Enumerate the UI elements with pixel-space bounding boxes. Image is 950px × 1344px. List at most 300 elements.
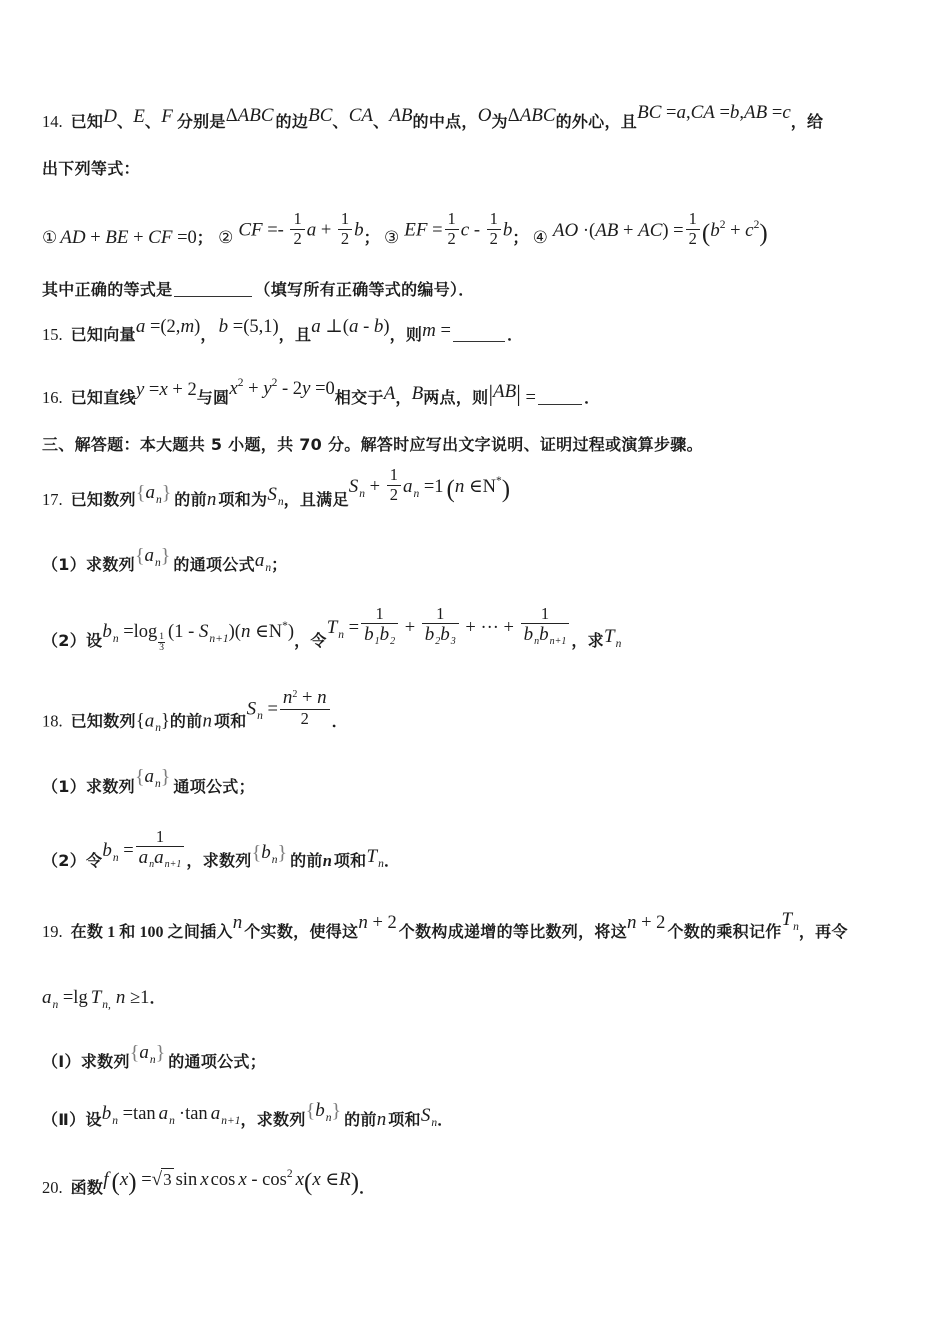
- text-run: 三、解答题：本大题共 5 小题，共 70 分。解答时应写出文字说明、证明过程或演算步骤。: [42, 435, 703, 454]
- math-run: =: [136, 1170, 152, 1190]
- text-run: 的中点，: [412, 112, 478, 131]
- math-run: ∈N: [250, 622, 283, 642]
- math-run: CF: [148, 227, 173, 248]
- fraction-numerator: 1: [155, 827, 165, 846]
- math-run: =-: [262, 221, 289, 241]
- fraction-denominator: 3: [159, 643, 165, 653]
- paren: ): [128, 1169, 137, 1196]
- math-run: n: [454, 476, 465, 497]
- math-run: =1: [419, 477, 444, 497]
- text-run: 100: [135, 924, 168, 941]
- math-run: S: [267, 484, 277, 505]
- math-run: n: [206, 489, 217, 510]
- circled-number: ①: [42, 228, 58, 248]
- math-subscript: n: [271, 854, 278, 866]
- text-run: ，则: [389, 325, 423, 344]
- math-run: AB: [595, 220, 619, 241]
- math-run: ,: [739, 103, 745, 123]
- math-group: [422, 314, 451, 349]
- text-run: ．: [383, 851, 401, 870]
- fraction-numerator: 1: [489, 209, 498, 229]
- math-run: b: [502, 220, 513, 241]
- math-run: AB: [493, 381, 517, 402]
- paren: (: [446, 476, 455, 503]
- math-run: =: [520, 388, 536, 408]
- math-group: [42, 981, 149, 1022]
- fraction-denominator: 2: [338, 229, 352, 248]
- math-group: [103, 1157, 359, 1200]
- text-run: 已知向量: [70, 325, 136, 344]
- question-number: 16.: [42, 388, 63, 407]
- text-run: 其中正确的等式是: [42, 280, 173, 299]
- text-run: ；: [363, 228, 380, 247]
- math-group: [161, 100, 173, 135]
- math-run: S: [348, 476, 359, 497]
- brace: {: [129, 1042, 140, 1064]
- text-run: 、: [332, 112, 349, 131]
- math-run: =: [118, 841, 134, 861]
- math-subscript: n: [257, 710, 263, 723]
- math-subscript: 2: [435, 636, 441, 648]
- math-group: [135, 539, 170, 580]
- math-subscript: n: [52, 999, 59, 1011]
- math-group: [267, 478, 283, 519]
- math-run: +: [243, 379, 264, 399]
- math-run: x: [200, 1169, 209, 1190]
- math-group: [782, 903, 799, 944]
- math-subscript: 2: [390, 636, 396, 648]
- math-run: a: [348, 316, 359, 337]
- q18-part1: [42, 766, 255, 804]
- math-run: n: [358, 912, 368, 933]
- text-run: 的前: [344, 1110, 377, 1129]
- math-run: S: [198, 621, 209, 642]
- math-run: y: [263, 378, 272, 399]
- brace: {: [251, 842, 262, 864]
- math-run: n: [317, 687, 327, 708]
- math-subscript: n: [338, 629, 345, 641]
- text-run: 之间插入: [167, 922, 233, 941]
- fraction: [338, 210, 352, 248]
- math-run: ): [287, 622, 295, 642]
- math-subscript: n: [431, 1117, 438, 1129]
- math-run: ⊥(: [320, 317, 349, 337]
- math-run: ∈N: [464, 477, 497, 497]
- math-run: =log: [118, 622, 158, 642]
- math-run: -: [469, 221, 485, 241]
- text-run: 通项公式；: [173, 777, 255, 796]
- math-superscript: 2: [292, 689, 298, 700]
- brace: {: [134, 766, 145, 788]
- math-run: +: [316, 221, 336, 241]
- text-run: 的前: [174, 490, 207, 509]
- math-subscript: n: [265, 562, 272, 574]
- math-subscript: n: [112, 633, 119, 645]
- text-run: 、: [373, 112, 390, 131]
- math-run: A: [383, 383, 396, 404]
- math-run: +: [85, 228, 106, 248]
- text-run: 项和: [213, 711, 247, 731]
- text-run: ，且满足: [283, 490, 349, 509]
- math-superscript: 2: [237, 377, 244, 389]
- math-run: CF: [238, 220, 263, 241]
- math-run: F: [161, 106, 173, 127]
- math-run: }: [160, 711, 170, 732]
- q17-statement: [42, 465, 511, 511]
- math-run: x: [295, 1169, 305, 1190]
- math-run: ·(: [578, 221, 596, 241]
- math-run: =(2,: [145, 317, 181, 337]
- math-run: a: [210, 1103, 221, 1124]
- math-run: x: [312, 1169, 321, 1190]
- text-run: 1: [103, 924, 120, 941]
- math-run: =: [427, 221, 443, 241]
- brace: }: [160, 766, 171, 788]
- paren: (: [111, 1169, 120, 1196]
- math-run: a: [154, 847, 164, 869]
- math-run: |: [488, 381, 494, 406]
- text-run: ，求数列: [240, 1110, 306, 1129]
- fraction-numerator: 1: [436, 604, 445, 623]
- math-run: S: [420, 1105, 431, 1126]
- math-run: a: [254, 550, 265, 571]
- math-group: [219, 310, 279, 345]
- circled-number: ②: [218, 228, 234, 248]
- fraction-denominator: 2: [290, 229, 304, 248]
- text-run: 已知数列: [70, 490, 136, 509]
- fraction-denominator: [136, 846, 185, 870]
- question-number: 20.: [42, 1178, 63, 1197]
- text-run: ，: [200, 325, 217, 344]
- brace: }: [331, 1100, 342, 1122]
- brace: }: [161, 482, 172, 504]
- math-run: =: [435, 321, 451, 341]
- math-superscript: *: [282, 620, 288, 632]
- math-subscript: n,: [102, 999, 111, 1011]
- text-run: ．: [149, 988, 166, 1007]
- math-run: E: [133, 106, 145, 127]
- math-run: b: [539, 624, 549, 646]
- math-subscript: n: [155, 557, 161, 569]
- math-group: [326, 604, 572, 652]
- math-run: =(5,1): [228, 317, 279, 337]
- math-run: x: [238, 1169, 247, 1190]
- text-run: 个数构成递增的等比数列，将这: [398, 922, 627, 941]
- math-run: T: [366, 846, 378, 867]
- math-group: [233, 906, 243, 941]
- math-run: c: [460, 220, 470, 241]
- math-run: n: [376, 1109, 387, 1130]
- math-subscript: n: [169, 1115, 175, 1127]
- question-number: 14.: [42, 112, 63, 131]
- math-run: b: [315, 1100, 325, 1121]
- fraction-denominator: [422, 623, 459, 647]
- math-run: cos: [210, 1170, 236, 1190]
- text-run: 的前: [290, 851, 323, 870]
- text-run: （Ⅱ）设: [42, 1110, 102, 1129]
- brace: }: [277, 842, 288, 864]
- answer-blank: [174, 293, 252, 297]
- fraction: [158, 632, 165, 654]
- math-subscript: n: [149, 1054, 156, 1066]
- math-group: [384, 377, 396, 412]
- math-run: S: [246, 698, 257, 720]
- math-run: n: [322, 851, 332, 870]
- math-run: (1 -: [168, 622, 199, 642]
- text-run: 和: [119, 922, 136, 941]
- math-run: b: [373, 316, 384, 337]
- math-run: + 2: [167, 380, 197, 400]
- brace: }: [155, 1042, 166, 1064]
- math-superscript: *: [496, 475, 502, 487]
- math-run: +: [297, 688, 318, 708]
- q17-part1: [42, 545, 288, 582]
- math-group: [404, 209, 513, 251]
- text-run: （填写所有正确等式的编号）．: [254, 280, 475, 299]
- text-run: 项和: [333, 851, 367, 870]
- math-run: -: [358, 317, 374, 337]
- math-group: [421, 1099, 437, 1140]
- fraction-denominator: 2: [280, 709, 330, 728]
- question-number: 15.: [42, 325, 63, 344]
- math-run: a: [158, 1103, 169, 1124]
- text-run: ，: [395, 388, 412, 407]
- fraction-denominator: 2: [686, 229, 700, 248]
- math-run: AD: [60, 227, 86, 248]
- paren: ): [501, 476, 511, 503]
- math-run: AB: [389, 105, 413, 126]
- fraction-numerator: 1: [389, 465, 398, 485]
- math-run: BC: [308, 105, 333, 126]
- math-group: [412, 377, 424, 412]
- q16-statement: [42, 375, 600, 409]
- math-subscript: n: [155, 494, 162, 506]
- text-run: （Ⅰ）求数列: [42, 1052, 130, 1071]
- text-run: 出下列等式：: [42, 159, 140, 178]
- math-run: ): [194, 317, 201, 337]
- math-run: a: [306, 220, 317, 241]
- math-run: ): [383, 317, 390, 337]
- answer-blank: [538, 401, 582, 405]
- fraction: [422, 605, 459, 648]
- paren: ): [759, 220, 768, 247]
- text-run: （1）求数列: [42, 555, 135, 574]
- fraction-numerator: 1: [688, 209, 697, 229]
- math-subscript: n: [359, 488, 366, 500]
- radicand: 3: [163, 1170, 172, 1189]
- math-group: [252, 836, 287, 877]
- brace: {: [134, 545, 145, 567]
- math-subscript: n: [112, 1115, 118, 1127]
- q14-equations: [42, 209, 768, 249]
- math-subscript: n: [149, 859, 155, 871]
- text-run: （2）令: [42, 851, 103, 870]
- math-run: - 2: [277, 379, 303, 399]
- text-run: 项和: [388, 1110, 421, 1129]
- math-subscript: n: [413, 488, 420, 500]
- text-run: 的通项公式: [173, 555, 255, 574]
- math-subscript: n: [112, 852, 119, 864]
- text-run: 个数的乘积记作: [667, 922, 782, 941]
- text-run: 已知数列: [70, 711, 136, 731]
- math-run: =: [144, 380, 160, 400]
- math-run: c: [782, 102, 791, 123]
- q19-part1: [42, 1042, 267, 1079]
- paren: (: [701, 220, 711, 247]
- math-group: [349, 99, 373, 134]
- question-number: 18.: [42, 711, 63, 731]
- math-run: b: [102, 621, 112, 642]
- circled-number: ④: [532, 228, 548, 248]
- math-group: [308, 99, 332, 134]
- math-run: =: [344, 618, 360, 638]
- math-run: D: [103, 106, 117, 127]
- text-run: ．: [437, 1110, 454, 1129]
- q18-part2: [42, 827, 401, 875]
- fraction: [521, 605, 570, 648]
- math-group: [306, 1094, 341, 1135]
- math-run: ,: [685, 103, 691, 123]
- math-run: ) =: [662, 221, 684, 241]
- math-run: T: [326, 617, 338, 638]
- math-run: x: [229, 378, 238, 399]
- math-run: T: [90, 987, 102, 1008]
- math-run: + 2: [367, 913, 397, 933]
- paren: ): [350, 1169, 360, 1196]
- math-run: n: [232, 912, 243, 933]
- text-run: ；: [512, 228, 529, 247]
- math-run: ∈: [320, 1170, 340, 1190]
- fraction-numerator: 1: [340, 209, 350, 229]
- text-run: 函数: [70, 1178, 104, 1197]
- text-run: 分别是: [176, 112, 226, 131]
- math-group: [103, 100, 117, 135]
- math-group: [136, 310, 201, 345]
- math-run: b: [102, 840, 112, 861]
- math-subscript: n: [793, 921, 799, 933]
- fraction-numerator: [280, 687, 330, 709]
- math-group: [136, 476, 171, 517]
- paren: (: [304, 1169, 313, 1196]
- math-group: [133, 100, 145, 135]
- q20-statement: [42, 1165, 375, 1199]
- text-run: 、: [116, 112, 134, 131]
- math-run: ABC: [519, 105, 556, 126]
- math-run: b: [379, 624, 390, 646]
- text-run: 与圆: [196, 388, 230, 407]
- q19-statement-line2: [42, 981, 166, 1015]
- math-run: - cos: [246, 1170, 287, 1190]
- math-run: b: [440, 624, 450, 646]
- math-run: O: [477, 105, 492, 126]
- math-run: =tan: [118, 1104, 156, 1124]
- math-run: T: [603, 626, 615, 647]
- brace: {: [135, 482, 146, 504]
- q19-statement-line1: [42, 909, 848, 949]
- math-run: b: [218, 316, 229, 337]
- math-group: [508, 99, 556, 134]
- text-run: 的前: [169, 711, 203, 731]
- math-subscript: n: [155, 778, 161, 790]
- text-run: ．: [583, 388, 601, 407]
- math-run: R: [339, 1169, 351, 1190]
- q14-answer-line: [42, 273, 475, 307]
- math-run: |: [516, 381, 521, 406]
- section-3-header: [42, 428, 703, 462]
- math-run: EF: [404, 220, 428, 241]
- math-subscript: n+1: [549, 636, 567, 648]
- math-run: x: [159, 379, 168, 400]
- math-group: [553, 208, 768, 251]
- math-group: [102, 827, 186, 875]
- math-run: AO: [552, 220, 579, 241]
- math-run: +: [365, 477, 385, 497]
- math-run: +: [618, 221, 639, 241]
- math-group: [366, 840, 383, 881]
- text-run: 的边: [275, 112, 309, 131]
- math-run: {: [135, 711, 145, 732]
- text-run: （1）求数列: [42, 777, 135, 796]
- math-group: [627, 906, 665, 941]
- q14-statement-line2: [42, 152, 140, 186]
- q14-statement-line1: [42, 102, 824, 139]
- math-run: x: [119, 1169, 129, 1190]
- math-group: [135, 760, 170, 801]
- math-run: +: [400, 618, 420, 638]
- math-subscript: n: [534, 636, 540, 648]
- fraction: [290, 210, 304, 248]
- math-group: [229, 366, 334, 407]
- math-run: n: [115, 987, 126, 1008]
- fraction: [136, 828, 185, 871]
- fraction-numerator: 1: [293, 209, 302, 229]
- math-run: T: [781, 909, 793, 930]
- math-run: CA: [348, 105, 373, 126]
- math-run: ABC: [237, 105, 274, 126]
- text-run: 已知直线: [70, 388, 136, 407]
- math-superscript: 2: [286, 1168, 293, 1180]
- math-group: [311, 310, 389, 345]
- answer-blank: [453, 338, 505, 342]
- math-run: CA: [690, 102, 715, 123]
- math-run: =: [262, 699, 278, 720]
- math-run: B: [411, 383, 424, 404]
- text-run: 相交于: [334, 388, 384, 407]
- math-run: a: [144, 766, 155, 787]
- text-run: ，且: [278, 325, 312, 344]
- fraction-numerator: 1: [375, 604, 384, 623]
- math-superscript: 2: [271, 377, 278, 389]
- math-run: b: [424, 624, 435, 646]
- text-run: ，再令: [798, 922, 848, 941]
- math-subscript: n+1: [221, 1115, 241, 1127]
- math-group: [637, 96, 791, 131]
- math-run: y: [302, 378, 311, 399]
- text-run: 项和为: [218, 490, 268, 509]
- math-group: [246, 687, 332, 733]
- text-run: 在数: [70, 922, 104, 941]
- math-group: [604, 620, 621, 661]
- fraction: [280, 687, 330, 728]
- text-run: （2）设: [42, 631, 103, 650]
- text-run: 两点，则: [423, 388, 489, 407]
- text-run: ，令: [294, 631, 327, 650]
- text-run: ，求: [571, 631, 604, 650]
- fraction: [445, 210, 459, 248]
- math-run: =0: [172, 228, 197, 248]
- math-run: )(: [228, 622, 241, 642]
- text-run: 为: [491, 112, 508, 131]
